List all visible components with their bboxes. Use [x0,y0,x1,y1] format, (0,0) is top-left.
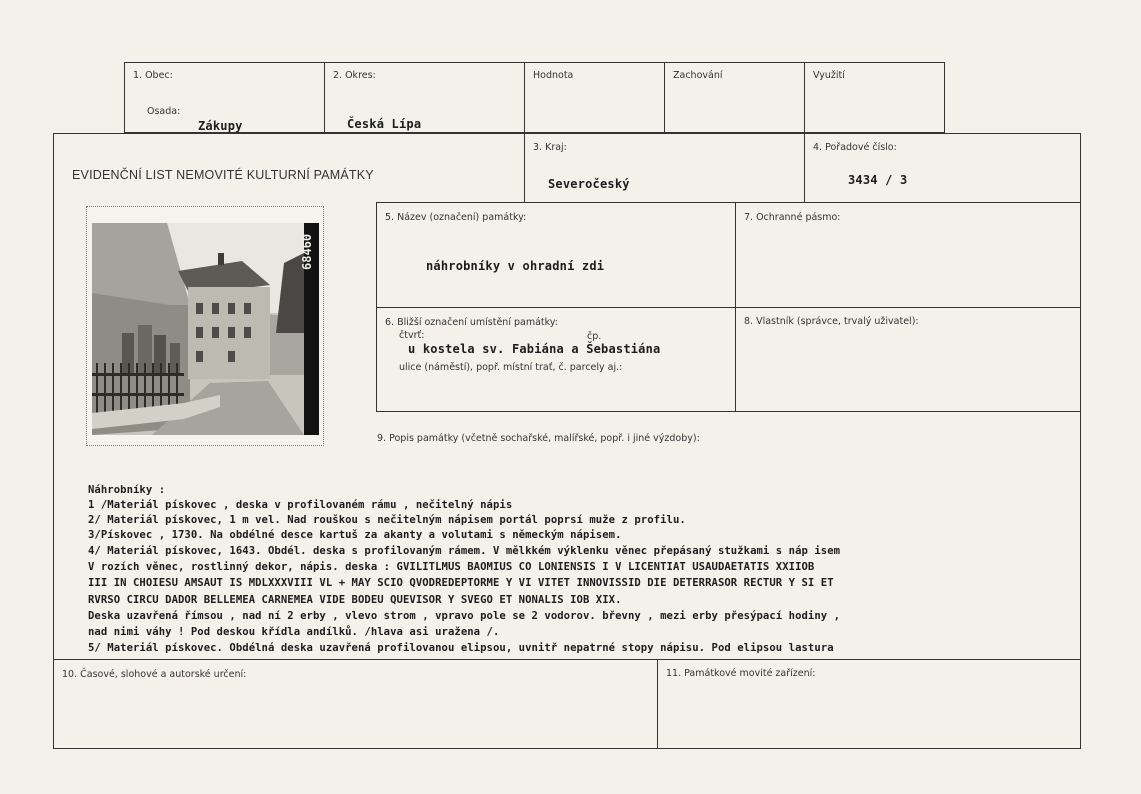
umisteni-value: u kostela sv. Fabiána a Šebastiána [408,342,661,356]
kraj-value: Severočeský [548,177,630,191]
popis-line: 4/ Materiál pískovec, 1643. Obdél. deska s profilovaným rámem. V mělkkém výklenku věnec přepásaný stužkami s náp isem [88,545,841,557]
obec-value: Zákupy [198,119,243,133]
divider [376,307,1081,308]
popis-line: 5/ Materiál pískovec. Obdélná deska uzavřená profilovanou elipsou, uvnitř nepatrné stopy nápisu. Pod elipsou lastura [88,642,834,654]
vyuziti-label: Využití [813,70,845,81]
popis-line: RVRSO CIRCU DADOR BELLEMEA CARNEMEA VIDE BODEU QUEVISOR Y SVEGO ET NONALIS IOB XIX. [88,594,622,606]
divider [657,659,658,749]
obec-label: 1. Obec: [133,70,173,81]
divider [524,62,525,133]
divider [664,62,665,133]
osada-label: Osada: [147,106,181,117]
okres-value: Česká Lípa [347,117,422,131]
divider [804,133,805,203]
vlastnik-label: 8. Vlastník (správce, trvalý uživatel): [744,316,919,327]
popis-label: 9. Popis památky (včetně sochařské, malířské, popř. i jiné výzdoby): [377,433,700,444]
divider [524,133,525,203]
divider [324,62,325,133]
popis-line: V rozích věnec, rostlinný dekor, nápis. deska : GVILITLMUS BAOMIUS CO LONIENSIS I V LICENTIAT USAUDAETATIS XXIIOB [88,561,815,573]
nazev-value: náhrobníky v ohradní zdi [426,259,605,273]
photo-number: 68460 [300,233,314,270]
ctvrt-label: čtvrť: [399,330,425,341]
popis-line: nad nimi váhy ! Pod deskou křídla andílků. /hlava asi uražena /. [88,626,500,638]
popis-line: 2/ Materiál pískovec, 1 m vel. Nad rouškou s nečitelným nápisem portál poprsí muže z profilu. [88,514,686,526]
poradove-cislo-value: 3434 / 3 [848,173,908,187]
monument-photo [92,223,304,435]
poradove-cislo-label: 4. Pořadové číslo: [813,142,897,153]
popis-line: Deska uzavřená římsou , nad ní 2 erby , vlevo strom , vpravo pole se 2 vodorov. břevny , mezi erby přesýpací hodiny , [88,610,841,622]
popis-line: Náhrobníky : [88,484,166,496]
ulice-label: ulice (náměstí), popř. místní trať, č. parcely aj.: [399,362,623,373]
popis-line: III IN CHOIESU AMSAUT IS MDLXXXVIII VL + MAY SCIO QVODREDEPTORME Y VI VITET INNOVISSID DIE DETERRASOR RECTUR Y SI ET [88,577,834,589]
form-title: EVIDENČNÍ LIST NEMOVITÉ KULTURNÍ PAMÁTKY [72,168,374,182]
divider [804,62,805,133]
divider [376,202,1081,203]
nazev-label: 5. Název (označení) památky: [385,212,527,223]
zachovani-label: Zachování [673,70,723,81]
hodnota-label: Hodnota [533,70,574,81]
kraj-label: 3. Kraj: [533,142,567,153]
divider [53,659,1081,660]
casove-urceni-label: 10. Časové, slohové a autorské určení: [62,669,247,680]
popis-line: 3/Pískovec , 1730. Na obdélné desce kartuš za akanty a volutami s německým nápisem. [88,529,622,541]
ochranne-pasmo-label: 7. Ochranné pásmo: [744,212,841,223]
popis-line: 1 /Materiál pískovec , deska v profilovaném rámu , nečitelný nápis [88,499,513,511]
okres-label: 2. Okres: [333,70,376,81]
cp-label: čp. [587,331,602,342]
divider [376,411,1081,412]
movite-zarizeni-label: 11. Památkové movité zařízení: [666,668,816,679]
umisteni-label: 6. Bližší označení umístění památky: [385,317,558,328]
